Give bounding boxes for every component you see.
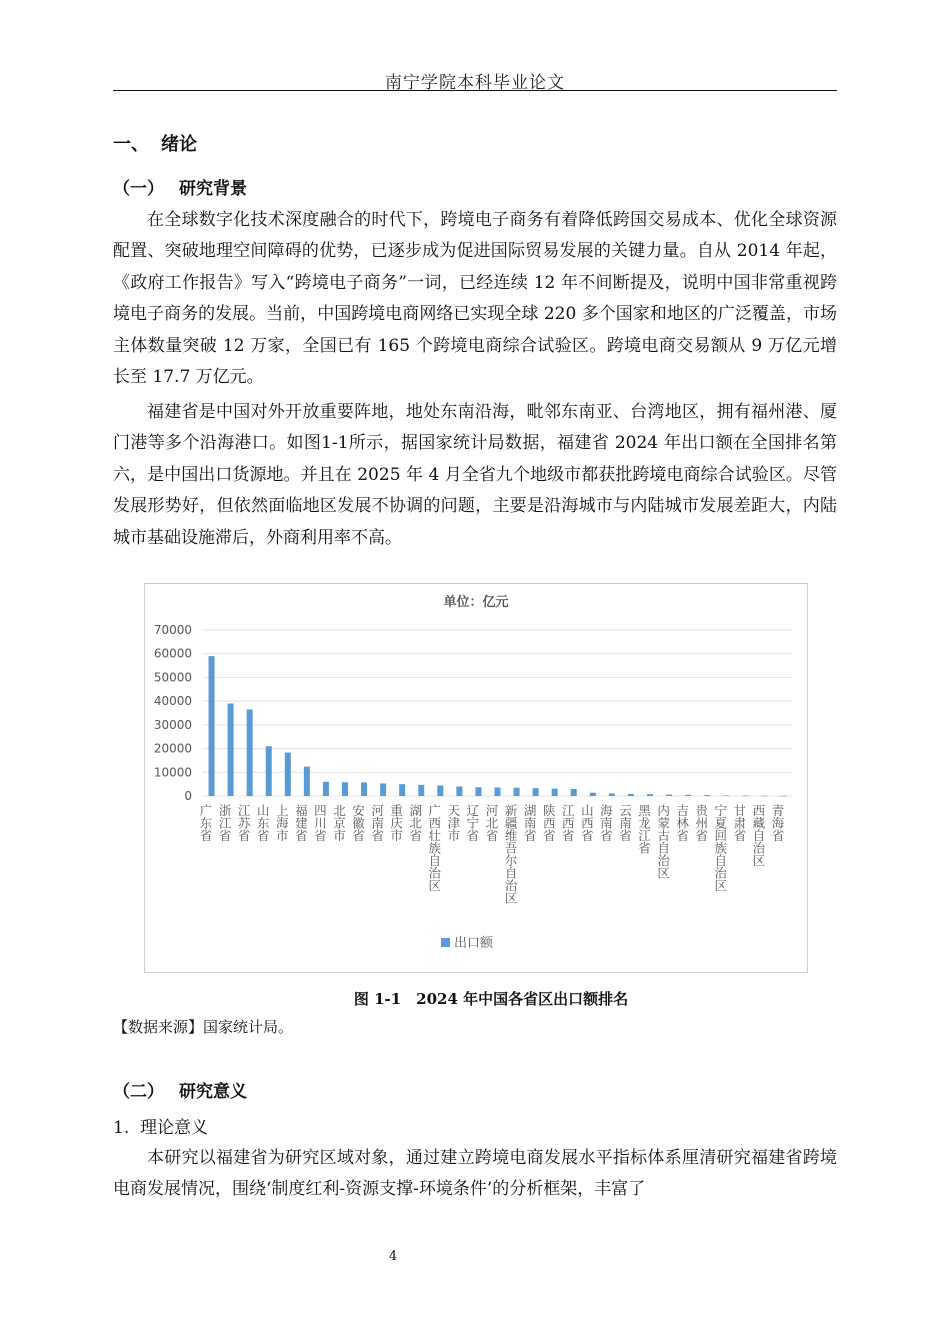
chart-title: 单位：亿元 [443, 595, 509, 610]
bar [647, 794, 653, 796]
bar [514, 788, 520, 796]
bar [380, 783, 386, 796]
x-tick-label: 广东省 [198, 804, 214, 842]
x-tick-label: 河南省 [369, 804, 385, 842]
y-tick-label: 0 [184, 789, 192, 803]
x-tick-label: 山西省 [579, 804, 595, 842]
x-tick-label: 上海市 [274, 804, 290, 842]
bar [342, 782, 348, 796]
legend-swatch [441, 938, 450, 947]
running-header: 南宁学院本科毕业论文 [385, 73, 565, 93]
bar [323, 782, 329, 796]
subsection-heading-significance [113, 1077, 247, 1102]
bar [609, 793, 615, 796]
subsection-number: （二） [113, 1082, 164, 1102]
bar [761, 796, 767, 797]
bar [533, 788, 539, 796]
x-tick-label: 新疆维吾尔自治区 [503, 804, 519, 904]
bar [628, 794, 634, 796]
subsection-title: 研究意义 [179, 1082, 247, 1102]
x-tick-label: 云南省 [617, 804, 633, 842]
x-tick-label: 甘肃省 [731, 804, 747, 842]
bar [780, 796, 786, 797]
x-tick-label: 广西壮族自治区 [426, 804, 442, 892]
subsection-title: 研究背景 [179, 179, 247, 199]
bar [361, 782, 367, 796]
x-tick-label: 内蒙古自治区 [655, 804, 671, 879]
bar [437, 786, 443, 796]
paragraph-1: 在全球数字化技术深度融合的时代下，跨境电子商务有着降低跨国交易成本、优化全球资源配置、突破地理空间障碍的优势，已逐步成为促进国际贸易发展的关键力量。自从 2014 年起，《政府工作报告》写入“跨境电子商务”一词，已经连续 12 年不间断提及，说明中国非常重视跨境电子商务的发展。当前，中国跨境电商网络已实现全球 220 多个国家和地区的广泛覆盖，市场主体数量突破 12 万家，全国已有 165 个跨境电商综合试验区。跨境电商交易额从 9 万亿元增长至 17.7 万亿元。 [113, 210, 837, 388]
x-tick-label: 青海省 [769, 804, 785, 842]
bar [456, 787, 462, 796]
y-tick-label: 30000 [153, 717, 192, 732]
bar [418, 785, 424, 796]
y-tick-label: 40000 [153, 694, 192, 709]
x-tick-label: 重庆市 [388, 804, 404, 842]
x-tick-label: 北京市 [331, 804, 347, 842]
bar [666, 795, 672, 796]
x-tick-label: 江苏省 [236, 804, 252, 842]
x-tick-label: 贵州省 [693, 804, 709, 842]
x-tick-label: 西藏自治区 [750, 804, 766, 867]
sub-subsection-heading [113, 1113, 208, 1138]
x-tick-label: 湖南省 [522, 804, 538, 842]
x-tick-label: 河北省 [484, 804, 499, 842]
section-heading [113, 130, 197, 156]
x-tick-label: 安徽省 [350, 804, 366, 842]
y-tick-label: 70000 [153, 623, 192, 637]
export-chart [144, 583, 808, 973]
bar [266, 746, 272, 796]
section-number: 一、 [113, 134, 149, 155]
x-tick-label: 四川省 [312, 804, 328, 842]
bar-chart-svg [145, 584, 807, 972]
bar [590, 793, 596, 796]
bar [723, 795, 729, 796]
bar [285, 753, 291, 796]
bar [475, 787, 481, 796]
x-tick-label: 天津市 [445, 804, 461, 842]
x-tick-label: 海南省 [598, 804, 614, 842]
x-tick-label: 吉林省 [674, 804, 690, 842]
data-source-note: 【数据来源】国家统计局。 [113, 1018, 294, 1036]
item-title: 理论意义 [140, 1118, 209, 1138]
paragraph-2: 福建省是中国对外开放重要阵地，地处东南沿海，毗邻东南亚、台湾地区，拥有福州港、厦门港等多个沿海港口。如图1-1所示，据国家统计局数据，福建省 2024 年出口额在全国排名第六，是中国出口货源地。并且在 2025 年 4 月全省九个地级市都获批跨境电商综合试验区。尽管发展形势好，但依然面临地区发展不协调的问题，主要是沿海城市与内陆城市发展差距大，内陆城市基础设施滞后，外商利用率不高。 [113, 402, 837, 548]
y-tick-label: 60000 [153, 646, 192, 661]
subsection-number: （一） [113, 179, 164, 199]
bar [228, 704, 234, 796]
figure-caption: 图 1-1 2024 年中国各省区出口额排名 [353, 990, 629, 1008]
x-tick-label: 湖北省 [407, 804, 423, 842]
x-tick-label: 黑龙江省 [636, 804, 652, 854]
paragraph-3: 本研究以福建省为研究区域对象，通过建立跨境电商发展水平指标体系厘清研究福建省跨境电商发展情况，围绕‘制度红利-资源支撑-环境条件’的分析框架，丰富了 [113, 1148, 837, 1200]
x-tick-label: 山东省 [255, 804, 271, 842]
bar [399, 784, 405, 796]
page-number: 4 [388, 1249, 398, 1264]
subsection-heading-background [113, 174, 247, 199]
x-tick-label: 江西省 [560, 804, 576, 842]
legend-label: 出口额 [454, 936, 494, 951]
bar [552, 789, 558, 796]
bar [209, 656, 215, 796]
x-tick-label: 福建省 [293, 804, 309, 842]
x-tick-label: 浙江省 [217, 804, 233, 842]
bar [304, 767, 310, 796]
y-tick-label: 10000 [153, 765, 192, 780]
section-title: 绪论 [161, 134, 197, 155]
bar [742, 796, 748, 797]
bar [571, 789, 577, 796]
header-rule [113, 90, 837, 91]
x-tick-label: 辽宁省 [464, 804, 480, 842]
y-tick-label: 50000 [153, 670, 192, 685]
y-tick-label: 20000 [153, 741, 192, 756]
x-tick-label: 陕西省 [541, 804, 557, 842]
bar [247, 709, 253, 796]
bar [495, 787, 501, 796]
x-tick-label: 宁夏回族自治区 [712, 804, 728, 892]
item-number: 1. [113, 1118, 130, 1138]
bar [685, 795, 691, 796]
bar [704, 795, 710, 796]
